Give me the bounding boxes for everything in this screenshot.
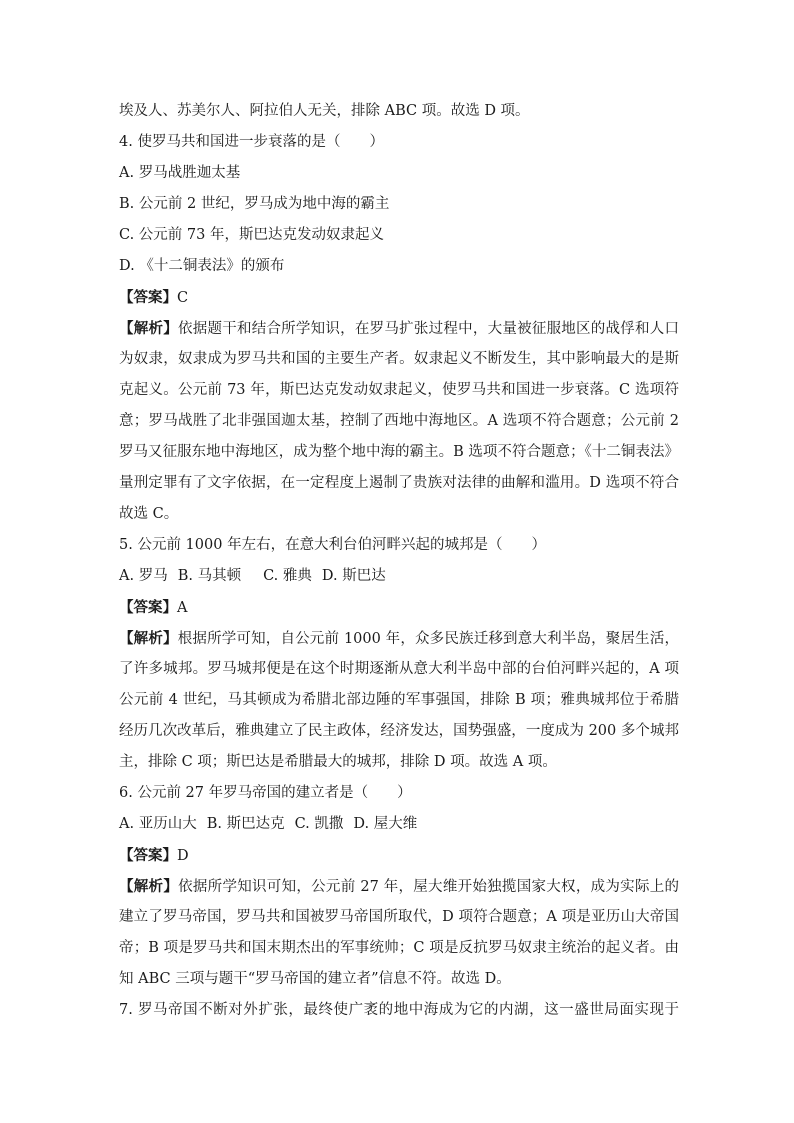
question-4-analysis-line-7: 故选 C。 bbox=[119, 506, 179, 522]
question-5-analysis-line-1 bbox=[119, 623, 679, 654]
question-4-analysis-line-3: 克起义。公元前 73 年，斯巴达克发动奴隶起义，使罗马共和国进一步衰落。C 选项符 bbox=[119, 382, 679, 398]
answer-label: 【答案】 bbox=[119, 847, 177, 864]
answer-label: 【答案】 bbox=[119, 599, 177, 616]
question-4-stem: 4. 使罗马共和国进一步衰落的是（ ） bbox=[119, 134, 384, 150]
question-6-analysis-line-3: 帝；B 项是罗马共和国末期杰出的军事统帅；C 项是反抗罗马奴隶主统治的起义者。由 bbox=[119, 940, 679, 956]
question-4-option-d: D. 《十二铜表法》的颁布 bbox=[119, 258, 285, 274]
question-6-option-a: A. 亚历山大 bbox=[119, 816, 197, 832]
question-4-option-a: A. 罗马战胜迦太基 bbox=[119, 165, 241, 181]
question-6-option-b: B. 斯巴达克 bbox=[206, 816, 285, 832]
question-5-analysis-line-2: 了许多城邦。罗马城邦便是在这个时期逐渐从意大利半岛中部的台伯河畔兴起的，A 项 bbox=[119, 661, 679, 677]
question-4-analysis-line-2: 为奴隶，奴隶成为罗马共和国的主要生产者。奴隶起义不断发生，其中影响最大的是斯 bbox=[119, 351, 679, 367]
answer-value: D bbox=[177, 848, 189, 864]
question-5-analysis-line-5: 主，排除 C 项；斯巴达是希腊最大的城邦，排除 D 项。故选 A 项。 bbox=[119, 754, 557, 770]
question-4 bbox=[119, 127, 679, 530]
question-4-option-c: C. 公元前 73 年，斯巴达克发动奴隶起义 bbox=[119, 227, 384, 243]
analysis-text: 依据题干和结合所学知识，在罗马扩张过程中，大量被征服地区的战俘和人口 bbox=[177, 321, 679, 337]
question-7 bbox=[119, 995, 679, 1026]
question-6-analysis-line-4: 知 ABC 三项与题干“罗马帝国的建立者”信息不符。故选 D。 bbox=[119, 971, 511, 987]
analysis-text: 依据所学知识可知，公元前 27 年，屋大维开始独揽国家大权，成为实际上的 bbox=[178, 879, 679, 895]
question-4-analysis-line-5: 罗马又征服东地中海地区，成为整个地中海的霸主。B 选项不符合题意；《十二铜表法》 bbox=[119, 444, 679, 460]
analysis-label: 【解析】 bbox=[119, 630, 178, 647]
question-5-stem: 5. 公元前 1000 年左右，在意大利台伯河畔兴起的城邦是（ ） bbox=[119, 537, 547, 553]
question-4-analysis-line-4: 意；罗马战胜了北非强国迦太基，控制了西地中海地区。A 选项不符合题意；公元前 2 bbox=[119, 413, 679, 429]
question-6-options bbox=[119, 809, 679, 840]
carry-over-line: 埃及人、苏美尔人、阿拉伯人无关，排除 ABC 项。故选 D 项。 bbox=[119, 103, 530, 119]
question-4-answer bbox=[119, 282, 679, 313]
question-5-option-a: A. 罗马 bbox=[119, 568, 168, 584]
question-6-analysis-line-2: 建立了罗马帝国，罗马共和国被罗马帝国所取代，D 项符合题意；A 项是亚历山大帝国 bbox=[119, 909, 679, 925]
question-5-option-b: B. 马其顿 bbox=[177, 568, 242, 584]
question-4-analysis-line-1 bbox=[119, 313, 679, 344]
answer-value: A bbox=[177, 600, 188, 616]
question-4-option-b: B. 公元前 2 世纪，罗马成为地中海的霸主 bbox=[119, 196, 390, 212]
question-6-answer bbox=[119, 840, 679, 871]
question-6-analysis-line-1 bbox=[119, 871, 679, 902]
question-5-analysis-line-3: 公元前 4 世纪，马其顿成为希腊北部边陲的军事强国，排除 B 项；雅典城邦位于希腊 bbox=[119, 692, 679, 708]
question-5-option-c: C. 雅典 bbox=[263, 568, 312, 584]
question-6 bbox=[119, 778, 679, 995]
question-5-analysis-line-4: 经历几次改革后，雅典建立了民主政体，经济发达，国势强盛，一度成为 200 多个城邦 bbox=[119, 723, 679, 739]
answer-value: C bbox=[177, 290, 189, 306]
question-6-option-d: D. 屋大维 bbox=[353, 816, 418, 832]
analysis-label: 【解析】 bbox=[119, 320, 178, 337]
question-7-stem: 7. 罗马帝国不断对外扩张，最终使广袤的地中海成为它的内湖，这一盛世局面实现于 bbox=[119, 1002, 679, 1018]
question-6-stem: 6. 公元前 27 年罗马帝国的建立者是（ ） bbox=[119, 785, 412, 801]
question-5-answer bbox=[119, 592, 679, 623]
question-6-option-c: C. 凯撒 bbox=[294, 816, 344, 832]
answer-label: 【答案】 bbox=[119, 289, 177, 306]
document-page bbox=[119, 96, 679, 1026]
question-4-analysis-line-6: 量刑定罪有了文字依据，在一定程度上遏制了贵族对法律的曲解和滥用。D 选项不符合 bbox=[119, 475, 679, 491]
analysis-text: 根据所学可知，自公元前 1000 年，众多民族迁移到意大利半岛，聚居生活， bbox=[177, 631, 679, 647]
analysis-label: 【解析】 bbox=[119, 878, 179, 895]
question-5-option-d: D. 斯巴达 bbox=[321, 568, 386, 584]
question-5 bbox=[119, 530, 679, 778]
question-5-options bbox=[119, 561, 679, 592]
